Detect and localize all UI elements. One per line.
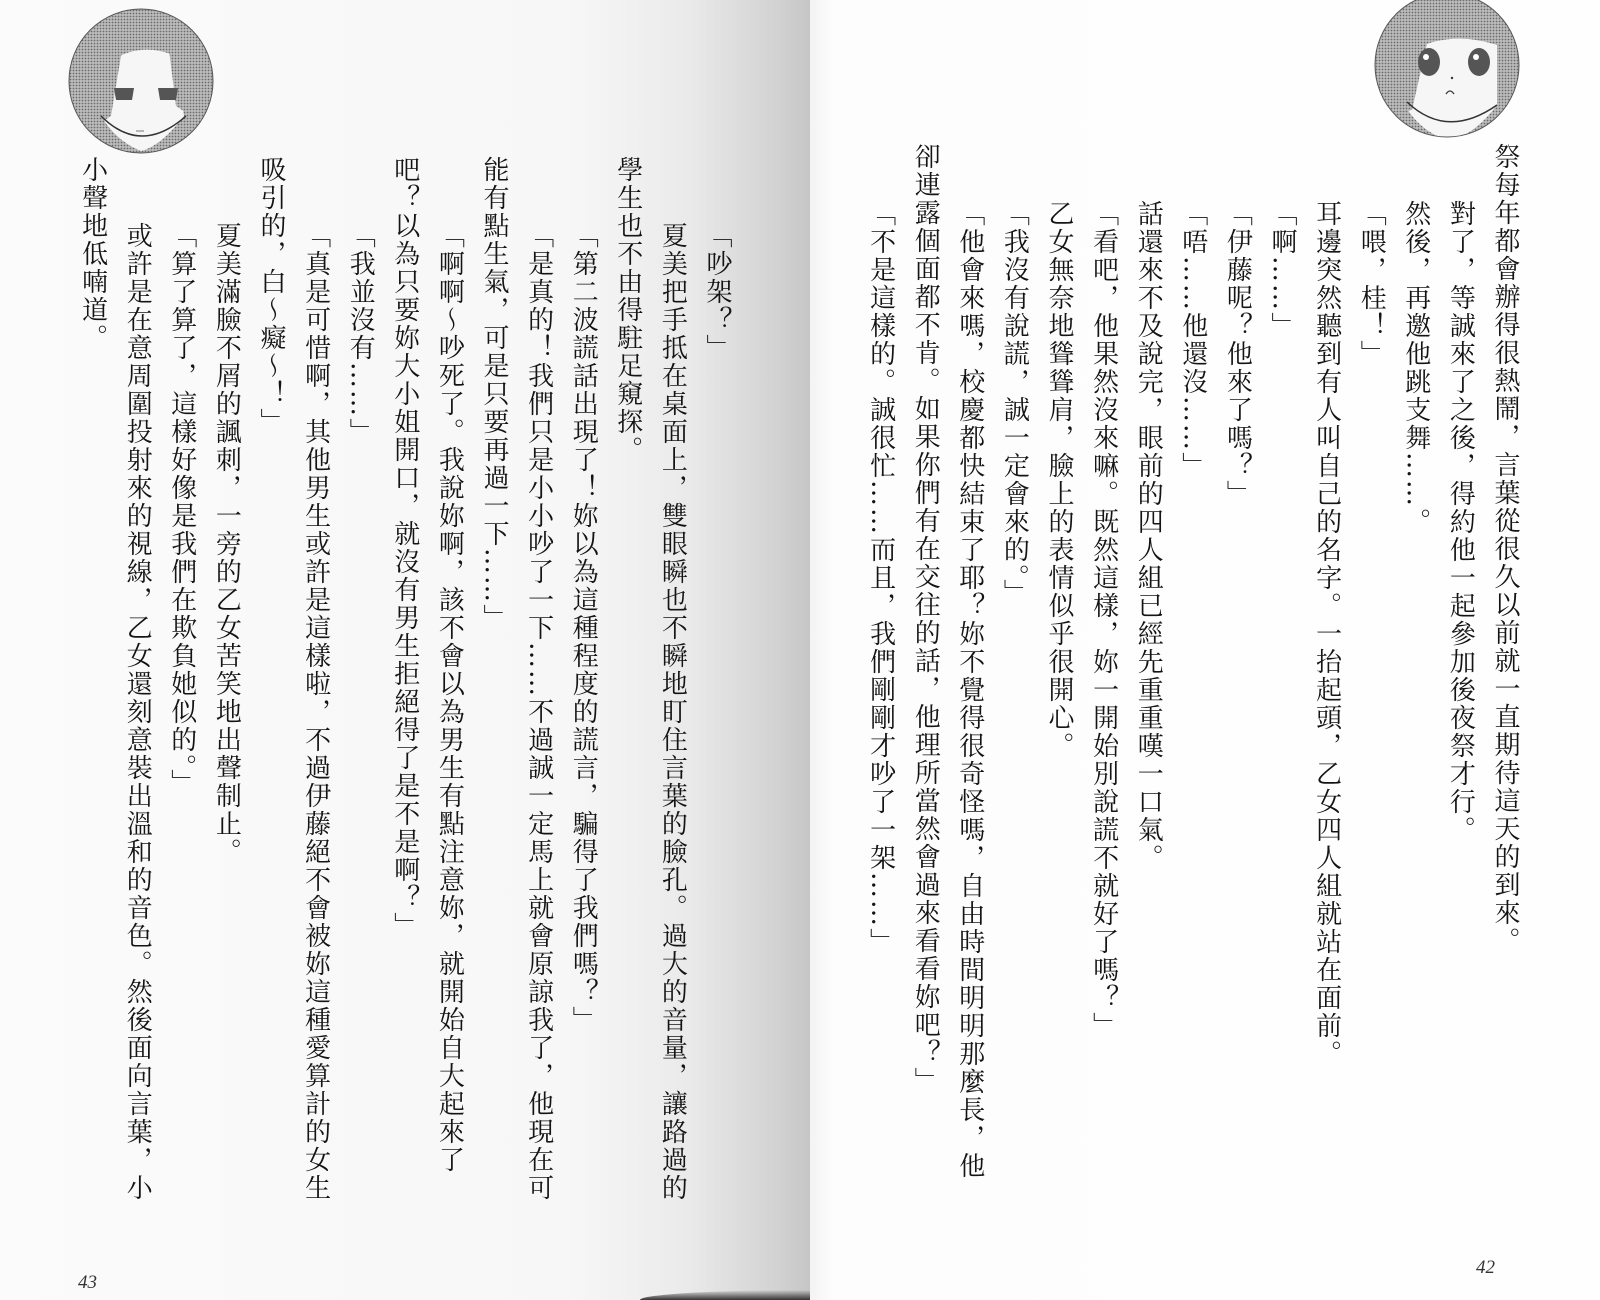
text-column: 「不是這樣的。誠很忙……而且，我們剛剛才吵了一架……」 — [865, 200, 896, 956]
character-portrait-icon — [66, 6, 216, 156]
text-column: 乙女無奈地聳聳肩，臉上的表情似乎很開心。 — [1044, 200, 1074, 760]
text-column: 耳邊突然聽到有人叫自己的名字。一抬起頭，乙女四人組就站在面前。 — [1311, 200, 1342, 1068]
text-column: 小聲地低喃道。 — [77, 156, 108, 352]
text-column: 「喂，桂！」 — [1356, 200, 1387, 368]
text-column: 「真是可惜啊，其他男生或許是這樣啦，不過伊藤絕不會被妳這種愛算計的女生 — [300, 222, 331, 1202]
text-column: 話還來不及說完，眼前的四人組已經先重重嘆一口氣。 — [1133, 200, 1164, 872]
text-column: 「我沒有說謊，誠一定會來的。」 — [999, 200, 1030, 607]
text-column: 「第二波謊話出現了！妳以為這種程度的謊言，騙得了我們嗎？」 — [568, 222, 599, 1034]
text-column: 「吵架？」 — [702, 222, 732, 362]
text-column: 「啊啊～吵死了。我說妳啊，該不會以為男生有點注意妳，就開始自大起來了 — [434, 222, 465, 1174]
text-column: 能有點生氣，可是只要再過一下……」 — [479, 156, 509, 632]
text-column: 夏美滿臉不屑的諷刺，一旁的乙女苦笑地出聲制止。 — [211, 222, 242, 866]
text-column: 「是真的！我們只是小小吵了一下……不過誠一定馬上就會原諒我了，他現在可 — [523, 222, 554, 1202]
page-number: 43 — [78, 1272, 97, 1293]
text-column: 「唔……他還沒……」 — [1177, 200, 1208, 480]
text-column: 「看吧，他果然沒來嘛。既然這樣，妳一開始別說謊不就好了嗎？」 — [1088, 200, 1119, 1040]
page-number: 42 — [1476, 1257, 1495, 1278]
text-column: 「我並沒有……」 — [345, 222, 376, 446]
text-column: 「算了算了，這樣好像是我們在欺負她似的。」 — [166, 222, 197, 797]
text-column: 然後，再邀他跳支舞……。 — [1400, 200, 1431, 536]
character-portrait-icon — [1372, 0, 1522, 140]
text-column: 對了，等誠來了之後，得約他一起參加後夜祭才行。 — [1445, 200, 1476, 844]
text-column: 祭每年都會辦得很熱鬧，言葉從很久以前就一直期待這天的到來。 — [1490, 143, 1520, 955]
text-column: 「啊……」 — [1267, 200, 1297, 340]
text-column: 或許是在意周圍投射來的視線，乙女還刻意裝出溫和的音色。然後面向言葉，小 — [122, 222, 153, 1202]
text-column: 「他會來嗎，校慶都快結束了耶？妳不覺得很奇怪嗎，自由時間明明那麼長，他 — [954, 200, 985, 1180]
text-column: 夏美把手抵在桌面上，雙眼瞬也不瞬地盯住言葉的臉孔。過大的音量，讓路過的 — [657, 222, 688, 1202]
text-column: 吸引的，白～癡～！」 — [256, 156, 286, 436]
text-column: 卻連露個面都不肯。如果你們有在交往的話，他理所當然會過來看看妳吧？」 — [910, 143, 941, 1095]
text-column: 「伊藤呢？他來了嗎？」 — [1222, 200, 1253, 508]
page-edge-shadow — [640, 1290, 810, 1300]
text-column: 學生也不由得駐足窺探。 — [612, 156, 643, 464]
right-page — [810, 0, 1600, 1300]
text-column: 吧？以為只要妳大小姐開口，就沒有男生拒絕得了是不是啊？」 — [389, 156, 420, 940]
